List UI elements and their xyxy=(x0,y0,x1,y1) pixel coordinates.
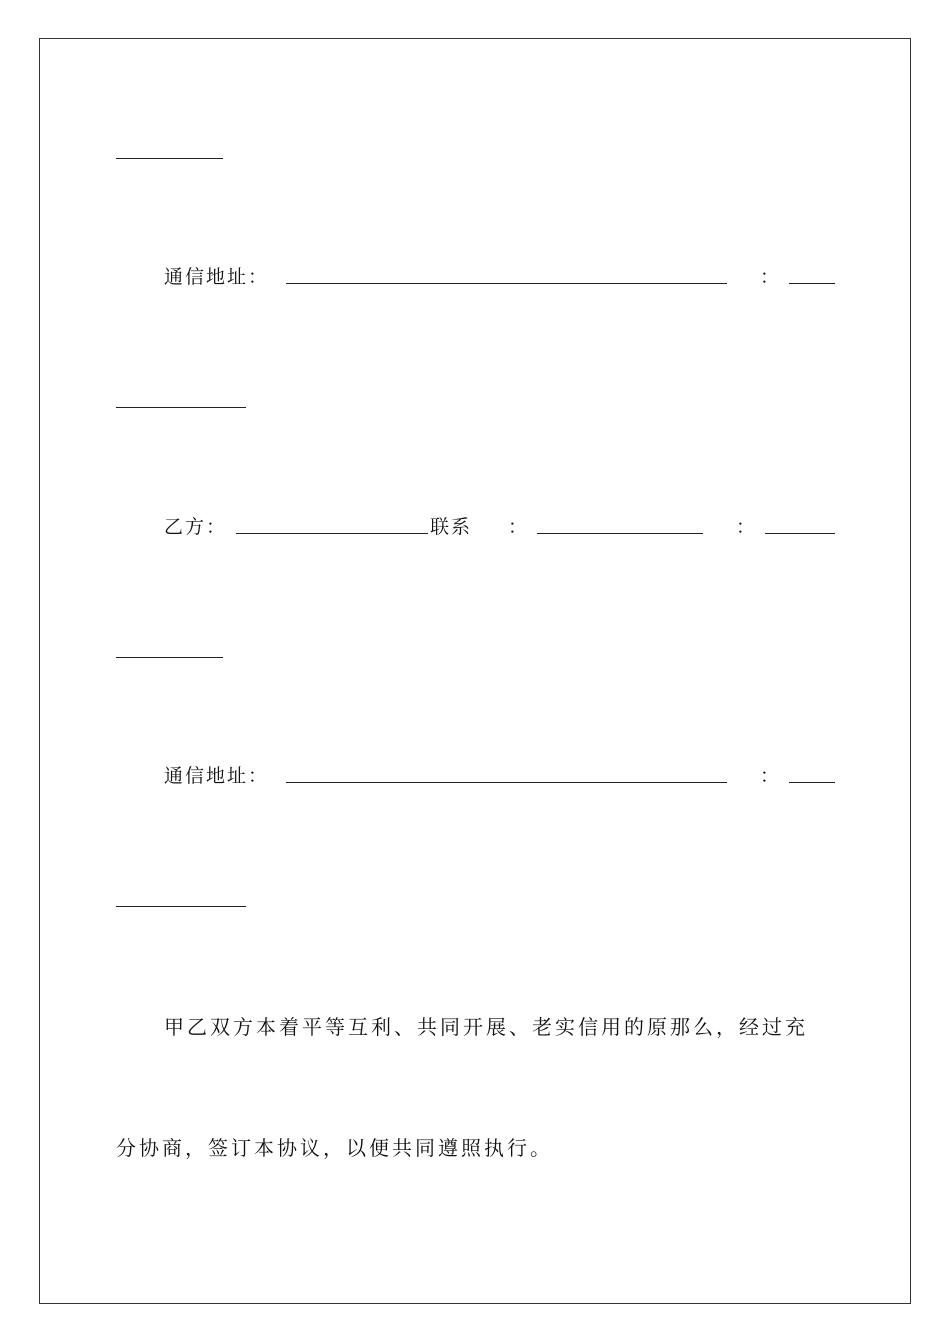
party-a-address-blank xyxy=(286,283,727,284)
party-a-field-blank-cont xyxy=(116,407,246,408)
party-b-colon-3: ： xyxy=(760,765,782,787)
party-b-field-blank xyxy=(765,533,835,534)
party-a-field-blank xyxy=(789,283,835,284)
party-b-field-blank-cont xyxy=(116,657,223,658)
paragraph-line-2: 分协商，签订本协议，以便共同遵照执行。 xyxy=(116,1136,553,1160)
page-border xyxy=(39,38,911,1304)
party-b-address-field-blank-cont xyxy=(116,906,246,907)
party-a-colon: ： xyxy=(760,266,782,288)
party-b-label: 乙方： xyxy=(164,516,228,538)
party-a-address-label: 通信地址： xyxy=(164,266,270,288)
party-b-address-label: 通信地址： xyxy=(164,765,270,787)
blank-line-continuation xyxy=(116,158,223,159)
paragraph-line-1: 甲乙双方本着平等互利、共同开展、老实信用的原那么，经过充 xyxy=(164,1015,808,1039)
party-b-address-field-blank xyxy=(789,782,835,783)
party-b-name-blank xyxy=(236,533,428,534)
party-b-contact-blank xyxy=(537,533,703,534)
party-b-colon-1: ： xyxy=(508,516,530,538)
party-b-address-blank xyxy=(286,782,727,783)
party-b-colon-2: ： xyxy=(736,516,758,538)
party-b-contact-label: 联系 xyxy=(430,516,473,538)
